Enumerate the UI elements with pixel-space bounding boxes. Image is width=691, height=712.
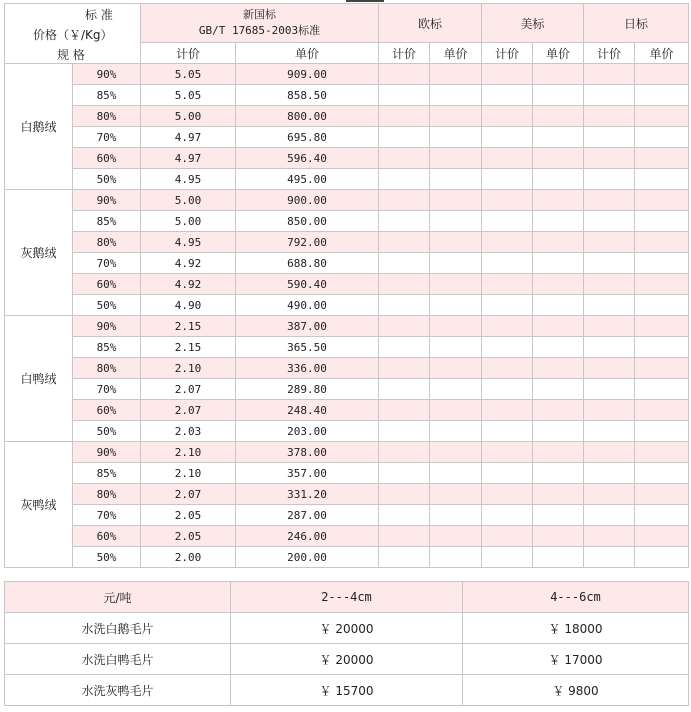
empty-cell <box>430 232 482 253</box>
empty-cell <box>584 169 635 190</box>
flake-header-label: 元/吨 <box>5 582 231 613</box>
empty-cell <box>635 421 689 442</box>
empty-cell <box>379 85 430 106</box>
grade-cell: 60% <box>73 148 141 169</box>
unit-value-cell: 2.05 <box>141 526 236 547</box>
unit-value-cell: 2.15 <box>141 316 236 337</box>
table-row <box>5 85 689 106</box>
table-row <box>5 295 689 316</box>
empty-cell <box>584 484 635 505</box>
unit-price-cell: 287.00 <box>236 505 379 526</box>
grade-cell: 90% <box>73 190 141 211</box>
empty-cell <box>482 64 533 85</box>
empty-cell <box>635 253 689 274</box>
empty-cell <box>533 358 584 379</box>
empty-cell <box>533 64 584 85</box>
empty-cell <box>584 253 635 274</box>
category-label: 白鹅绒 <box>5 64 73 190</box>
table-row <box>5 421 689 442</box>
table-row <box>5 253 689 274</box>
unit-value-cell: 2.05 <box>141 505 236 526</box>
grade-cell: 85% <box>73 85 141 106</box>
empty-cell <box>635 295 689 316</box>
empty-cell <box>379 211 430 232</box>
flake-header-size-4-6: 4---6cm <box>463 582 689 613</box>
empty-cell <box>584 274 635 295</box>
empty-cell <box>430 295 482 316</box>
unit-price-cell: 792.00 <box>236 232 379 253</box>
empty-cell <box>635 337 689 358</box>
empty-cell <box>379 442 430 463</box>
flake-price-4-6-cell: ￥ 17000 <box>463 644 689 675</box>
empty-cell <box>379 274 430 295</box>
empty-cell <box>533 127 584 148</box>
table-row <box>5 274 689 295</box>
table-row <box>5 127 689 148</box>
corner-header <box>5 4 141 64</box>
empty-cell <box>482 379 533 400</box>
table-row <box>5 379 689 400</box>
empty-cell <box>430 337 482 358</box>
grade-cell: 90% <box>73 316 141 337</box>
empty-cell <box>482 148 533 169</box>
empty-cell <box>635 232 689 253</box>
flake-name-cell: 水洗白鹅毛片 <box>5 613 231 644</box>
empty-cell <box>379 253 430 274</box>
empty-cell <box>533 463 584 484</box>
empty-cell <box>430 547 482 568</box>
empty-cell <box>379 64 430 85</box>
empty-cell <box>584 148 635 169</box>
unit-price-cell: 246.00 <box>236 526 379 547</box>
empty-cell <box>635 442 689 463</box>
unit-price-cell: 909.00 <box>236 64 379 85</box>
empty-cell <box>533 442 584 463</box>
unit-value-cell: 2.07 <box>141 379 236 400</box>
unit-price-cell: 900.00 <box>236 190 379 211</box>
empty-cell <box>533 85 584 106</box>
empty-cell <box>584 547 635 568</box>
table-row <box>5 106 689 127</box>
empty-cell <box>635 169 689 190</box>
grade-cell: 50% <box>73 295 141 316</box>
unit-value-cell: 5.05 <box>141 85 236 106</box>
unit-value-cell: 4.92 <box>141 274 236 295</box>
empty-cell <box>430 316 482 337</box>
empty-cell <box>635 463 689 484</box>
grade-cell: 80% <box>73 106 141 127</box>
sub-header-unit: 计价 <box>379 43 430 64</box>
empty-cell <box>584 505 635 526</box>
grade-cell: 50% <box>73 421 141 442</box>
empty-cell <box>379 400 430 421</box>
top-scroll-mark <box>346 0 384 2</box>
empty-cell <box>379 316 430 337</box>
sub-header-unit: 计价 <box>584 43 635 64</box>
unit-value-cell: 2.10 <box>141 442 236 463</box>
unit-value-cell: 2.10 <box>141 358 236 379</box>
empty-cell <box>430 379 482 400</box>
empty-cell <box>430 526 482 547</box>
grade-cell: 60% <box>73 274 141 295</box>
unit-value-cell: 4.90 <box>141 295 236 316</box>
empty-cell <box>482 127 533 148</box>
grade-cell: 85% <box>73 337 141 358</box>
sub-header-price: 单价 <box>533 43 584 64</box>
empty-cell <box>430 421 482 442</box>
table-row <box>5 463 689 484</box>
unit-price-cell: 200.00 <box>236 547 379 568</box>
empty-cell <box>430 442 482 463</box>
empty-cell <box>379 148 430 169</box>
empty-cell <box>635 190 689 211</box>
empty-cell <box>584 295 635 316</box>
unit-price-cell: 596.40 <box>236 148 379 169</box>
unit-value-cell: 4.95 <box>141 169 236 190</box>
empty-cell <box>635 526 689 547</box>
empty-cell <box>533 148 584 169</box>
empty-cell <box>430 148 482 169</box>
table-row <box>5 190 689 211</box>
table-row <box>5 547 689 568</box>
category-label: 灰鸭绒 <box>5 442 73 568</box>
empty-cell <box>430 85 482 106</box>
corner-spec-label: 规 格 <box>57 48 85 62</box>
empty-cell <box>379 295 430 316</box>
empty-cell <box>379 337 430 358</box>
empty-cell <box>533 253 584 274</box>
empty-cell <box>635 358 689 379</box>
empty-cell <box>584 106 635 127</box>
grade-cell: 85% <box>73 463 141 484</box>
new-standard-title: 新国标 <box>243 8 276 21</box>
empty-cell <box>379 232 430 253</box>
empty-cell <box>635 127 689 148</box>
unit-value-cell: 5.00 <box>141 211 236 232</box>
empty-cell <box>379 526 430 547</box>
unit-value-cell: 4.97 <box>141 148 236 169</box>
empty-cell <box>635 211 689 232</box>
new-standard-header <box>141 4 379 43</box>
empty-cell <box>482 337 533 358</box>
empty-cell <box>379 379 430 400</box>
new-standard-code: GB/T 17685-2003标准 <box>198 24 321 37</box>
empty-cell <box>482 505 533 526</box>
empty-cell <box>584 85 635 106</box>
unit-value-cell: 5.00 <box>141 106 236 127</box>
empty-cell <box>482 484 533 505</box>
empty-cell <box>533 169 584 190</box>
empty-cell <box>379 106 430 127</box>
flake-price-4-6-cell: ￥ 18000 <box>463 613 689 644</box>
table-row <box>5 675 689 706</box>
empty-cell <box>635 85 689 106</box>
table-row <box>5 337 689 358</box>
empty-cell <box>379 547 430 568</box>
empty-cell <box>482 442 533 463</box>
empty-cell <box>482 211 533 232</box>
unit-value-cell: 4.92 <box>141 253 236 274</box>
grade-cell: 80% <box>73 358 141 379</box>
grade-cell: 50% <box>73 547 141 568</box>
empty-cell <box>635 316 689 337</box>
empty-cell <box>584 442 635 463</box>
table-row <box>5 211 689 232</box>
empty-cell <box>635 64 689 85</box>
empty-cell <box>584 421 635 442</box>
empty-cell <box>584 211 635 232</box>
empty-cell <box>533 379 584 400</box>
empty-cell <box>430 106 482 127</box>
flake-price-2-4-cell: ￥ 15700 <box>231 675 463 706</box>
unit-price-cell: 331.20 <box>236 484 379 505</box>
unit-value-cell: 4.97 <box>141 127 236 148</box>
empty-cell <box>482 85 533 106</box>
sub-header-unit: 计价 <box>141 43 236 64</box>
empty-cell <box>482 274 533 295</box>
unit-value-cell: 2.15 <box>141 337 236 358</box>
empty-cell <box>533 526 584 547</box>
empty-cell <box>482 253 533 274</box>
table-row <box>5 400 689 421</box>
empty-cell <box>533 421 584 442</box>
unit-value-cell: 2.07 <box>141 484 236 505</box>
unit-price-cell: 378.00 <box>236 442 379 463</box>
empty-cell <box>482 295 533 316</box>
empty-cell <box>430 190 482 211</box>
unit-price-cell: 490.00 <box>236 295 379 316</box>
unit-price-cell: 365.50 <box>236 337 379 358</box>
table-row <box>5 148 689 169</box>
empty-cell <box>533 106 584 127</box>
empty-cell <box>482 547 533 568</box>
empty-cell <box>533 547 584 568</box>
table-row <box>5 232 689 253</box>
empty-cell <box>584 232 635 253</box>
empty-cell <box>430 64 482 85</box>
unit-price-cell: 248.40 <box>236 400 379 421</box>
table-row <box>5 644 689 675</box>
unit-price-cell: 495.00 <box>236 169 379 190</box>
grade-cell: 90% <box>73 442 141 463</box>
empty-cell <box>533 337 584 358</box>
empty-cell <box>430 484 482 505</box>
empty-cell <box>482 526 533 547</box>
empty-cell <box>533 190 584 211</box>
empty-cell <box>635 547 689 568</box>
flake-name-cell: 水洗白鸭毛片 <box>5 644 231 675</box>
empty-cell <box>533 232 584 253</box>
empty-cell <box>533 211 584 232</box>
empty-cell <box>533 274 584 295</box>
grade-cell: 70% <box>73 505 141 526</box>
empty-cell <box>430 169 482 190</box>
flake-price-2-4-cell: ￥ 20000 <box>231 644 463 675</box>
empty-cell <box>584 337 635 358</box>
unit-price-cell: 357.00 <box>236 463 379 484</box>
empty-cell <box>379 127 430 148</box>
unit-price-cell: 695.80 <box>236 127 379 148</box>
unit-value-cell: 2.03 <box>141 421 236 442</box>
unit-price-cell: 850.00 <box>236 211 379 232</box>
empty-cell <box>584 190 635 211</box>
grade-cell: 80% <box>73 484 141 505</box>
corner-standard-label: 标 准 <box>85 8 113 22</box>
empty-cell <box>379 505 430 526</box>
empty-cell <box>430 127 482 148</box>
empty-cell <box>482 232 533 253</box>
table-row <box>5 316 689 337</box>
grade-cell: 70% <box>73 253 141 274</box>
empty-cell <box>482 106 533 127</box>
empty-cell <box>430 274 482 295</box>
empty-cell <box>584 379 635 400</box>
empty-cell <box>482 169 533 190</box>
sub-header-price: 单价 <box>236 43 379 64</box>
grade-cell: 80% <box>73 232 141 253</box>
unit-value-cell: 5.05 <box>141 64 236 85</box>
empty-cell <box>533 316 584 337</box>
empty-cell <box>533 484 584 505</box>
empty-cell <box>584 526 635 547</box>
empty-cell <box>430 358 482 379</box>
unit-value-cell: 5.00 <box>141 190 236 211</box>
grade-cell: 70% <box>73 127 141 148</box>
empty-cell <box>635 106 689 127</box>
unit-value-cell: 2.07 <box>141 400 236 421</box>
unit-price-cell: 800.00 <box>236 106 379 127</box>
empty-cell <box>482 358 533 379</box>
table-row <box>5 526 689 547</box>
corner-price-label: 价格（￥/Kg） <box>33 28 113 42</box>
unit-value-cell: 2.10 <box>141 463 236 484</box>
table-row <box>5 613 689 644</box>
empty-cell <box>533 400 584 421</box>
empty-cell <box>584 358 635 379</box>
empty-cell <box>584 316 635 337</box>
empty-cell <box>482 316 533 337</box>
grade-cell: 60% <box>73 400 141 421</box>
empty-cell <box>482 421 533 442</box>
empty-cell <box>430 211 482 232</box>
empty-cell <box>430 505 482 526</box>
feather-flake-table <box>4 581 689 706</box>
sub-header-price: 单价 <box>430 43 482 64</box>
empty-cell <box>379 463 430 484</box>
empty-cell <box>635 505 689 526</box>
empty-cell <box>635 400 689 421</box>
sub-header-unit: 计价 <box>482 43 533 64</box>
empty-cell <box>584 463 635 484</box>
empty-cell <box>635 148 689 169</box>
empty-cell <box>379 190 430 211</box>
grade-cell: 50% <box>73 169 141 190</box>
empty-cell <box>482 400 533 421</box>
empty-cell <box>533 295 584 316</box>
down-price-table <box>4 3 689 568</box>
unit-price-cell: 336.00 <box>236 358 379 379</box>
category-label: 白鸭绒 <box>5 316 73 442</box>
empty-cell <box>584 127 635 148</box>
grade-cell: 60% <box>73 526 141 547</box>
category-label: 灰鹅绒 <box>5 190 73 316</box>
flake-price-2-4-cell: ￥ 20000 <box>231 613 463 644</box>
grade-cell: 90% <box>73 64 141 85</box>
empty-cell <box>635 484 689 505</box>
empty-cell <box>430 400 482 421</box>
us-standard-header: 美标 <box>482 4 584 43</box>
empty-cell <box>584 64 635 85</box>
empty-cell <box>379 358 430 379</box>
empty-cell <box>482 463 533 484</box>
unit-value-cell: 2.00 <box>141 547 236 568</box>
sub-header-price: 单价 <box>635 43 689 64</box>
unit-price-cell: 387.00 <box>236 316 379 337</box>
unit-price-cell: 858.50 <box>236 85 379 106</box>
unit-price-cell: 688.80 <box>236 253 379 274</box>
jp-standard-header: 日标 <box>584 4 689 43</box>
empty-cell <box>482 190 533 211</box>
empty-cell <box>430 253 482 274</box>
table-row <box>5 505 689 526</box>
unit-value-cell: 4.95 <box>141 232 236 253</box>
flake-name-cell: 水洗灰鸭毛片 <box>5 675 231 706</box>
table-row <box>5 484 689 505</box>
table-row <box>5 169 689 190</box>
unit-price-cell: 203.00 <box>236 421 379 442</box>
eu-standard-header: 欧标 <box>379 4 482 43</box>
flake-header-size-2-4: 2---4cm <box>231 582 463 613</box>
unit-price-cell: 289.80 <box>236 379 379 400</box>
table-row <box>5 358 689 379</box>
empty-cell <box>379 421 430 442</box>
empty-cell <box>533 505 584 526</box>
empty-cell <box>584 400 635 421</box>
empty-cell <box>379 484 430 505</box>
empty-cell <box>635 274 689 295</box>
empty-cell <box>635 379 689 400</box>
empty-cell <box>379 169 430 190</box>
grade-cell: 85% <box>73 211 141 232</box>
grade-cell: 70% <box>73 379 141 400</box>
unit-price-cell: 590.40 <box>236 274 379 295</box>
flake-price-4-6-cell: ￥ 9800 <box>463 675 689 706</box>
table-row <box>5 442 689 463</box>
table-row <box>5 64 689 85</box>
empty-cell <box>430 463 482 484</box>
